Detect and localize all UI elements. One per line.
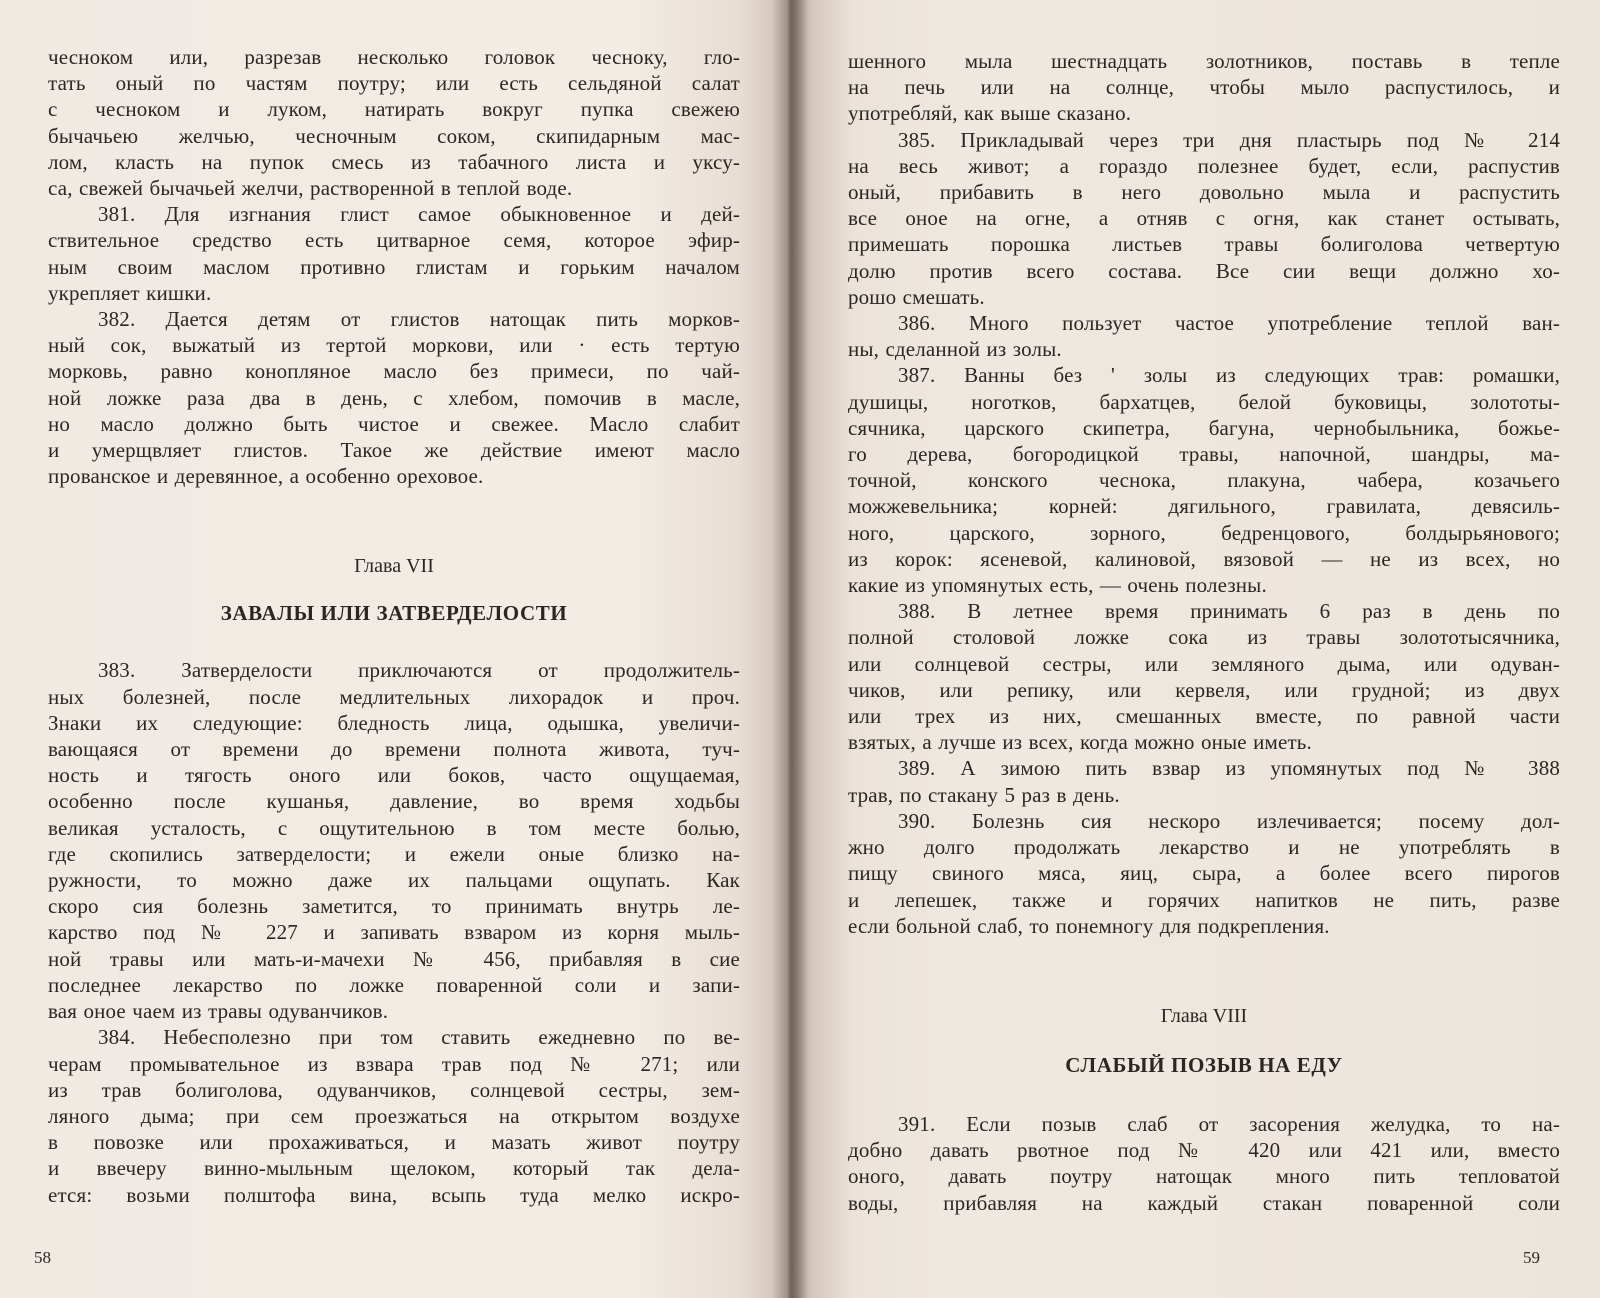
paragraph-389 bbox=[848, 755, 1560, 807]
text-line: са, свежей бычачьей желчи, растворенной в теплой воде. bbox=[48, 176, 573, 201]
paragraph-continuation bbox=[848, 48, 1560, 127]
left-text-column bbox=[48, 44, 740, 1208]
text-line: можжевельника; корней: дягильного, гравилата, девясиль- bbox=[848, 494, 1560, 519]
text-line: душицы, ноготков, бархатцев, белой буковицы, золототы- bbox=[848, 389, 1560, 414]
chapter-label: Глава VIII bbox=[1160, 1004, 1248, 1027]
text-line: 386. Много пользует частое употребление теплой ван- bbox=[898, 311, 1560, 336]
text-line: оного, давать поутру натощак много пить тепловатой bbox=[848, 1164, 1560, 1189]
text-line: или трех из них, смешанных вместе, по равной части bbox=[848, 704, 1560, 729]
text-line: долю против всего состава. Все сии вещи должно хо- bbox=[848, 258, 1560, 283]
text-line: и лепешек, также и горячих напитков не пить, разве bbox=[848, 887, 1560, 912]
paragraph-388 bbox=[848, 598, 1560, 755]
left-page bbox=[0, 0, 788, 1298]
text-line: 383. Затверделости приключаются от продолжитель- bbox=[98, 658, 740, 683]
text-line: ных болезней, после медлительных лихорадок и проч. bbox=[48, 684, 740, 709]
paragraph-387 bbox=[848, 362, 1560, 598]
paragraph-391 bbox=[848, 1111, 1560, 1216]
text-line: добно давать рвотное под № 420 или 421 или, вместо bbox=[848, 1138, 1560, 1163]
text-line: 384. Небесполезно при том ставить ежедневно по ве- bbox=[98, 1025, 740, 1050]
chapter-heading: ЗАВАЛЫ ИЛИ ЗАТВЕРДЕЛОСТИ bbox=[220, 601, 568, 626]
text-line: жно долго продолжать лекарство и не употреблять в bbox=[848, 835, 1560, 860]
text-line: вая оное чаем из травы одуванчиков. bbox=[48, 999, 389, 1024]
text-line: 382. Дается детям от глистов натощак пить морков- bbox=[98, 307, 740, 332]
text-line: лом, класть на пупок смесь из табачного листа и уксу- bbox=[48, 149, 740, 174]
paragraph-386 bbox=[848, 310, 1560, 362]
text-line: ны, сделанной из золы. bbox=[848, 337, 1062, 362]
text-line: морковь, равно конопляное масло без примеси, по чай- bbox=[48, 359, 740, 384]
text-line: го дерева, богородицкой травы, напочной, шандры, ма- bbox=[848, 442, 1560, 467]
text-line: в повозке или прохаживаться, и мазать живот поутру bbox=[48, 1130, 740, 1155]
text-line: черам промывательное из взвара трав под № 271; или bbox=[48, 1051, 740, 1076]
text-line: ружности, то можно даже их пальцами ощупать. Как bbox=[48, 868, 740, 893]
text-line: шенного мыла шестнадцать золотников, поставь в тепле bbox=[848, 49, 1560, 73]
paragraph-382 bbox=[48, 306, 740, 489]
text-line: вающаяся от времени до времени полнота живота, туч- bbox=[48, 737, 740, 762]
page-number: 58 bbox=[34, 1248, 51, 1267]
right-page bbox=[788, 0, 1600, 1298]
text-line: с чесноком и луком, натирать вокруг пупка свежею bbox=[48, 97, 740, 122]
text-line: на печь или на солнце, чтобы мыло распустилось, и bbox=[848, 75, 1560, 100]
page-number: 59 bbox=[1523, 1248, 1540, 1267]
chapter-label: Глава VII bbox=[354, 555, 434, 578]
text-line: последнее лекарство по ложке поваренной соли и запи- bbox=[48, 972, 740, 997]
text-line: рошо смешать. bbox=[848, 284, 985, 309]
text-line: чесноком или, разрезав несколько головок чесноку, гло- bbox=[48, 45, 740, 69]
paragraph-continuation bbox=[48, 44, 740, 201]
text-line: 387. Ванны без ' золы из следующих трав: ромашки, bbox=[898, 363, 1560, 388]
text-line: трав, по стакану 5 раз в день. bbox=[848, 782, 1120, 807]
paragraph-384 bbox=[48, 1024, 740, 1207]
text-line: все оное на огне, а отняв с огня, как станет остывать, bbox=[848, 206, 1560, 231]
text-line: карство под № 227 и запивать взваром из корня мыль- bbox=[48, 920, 740, 945]
text-line: но масло должно быть чистое и свежее. Масло слабит bbox=[48, 411, 740, 436]
text-line: из трав болиголова, одуванчиков, солнцевой сестры, зем- bbox=[48, 1077, 740, 1102]
text-line: оный, прибавить в него довольно мыла и распустить bbox=[848, 180, 1560, 205]
text-line: ной травы или мать-и-мачехи № 456, прибавляя в сие bbox=[48, 946, 740, 971]
book-gutter-shadow bbox=[772, 0, 808, 1298]
text-line: ный сок, выжатый из тертой моркови, или · есть тертую bbox=[48, 333, 740, 358]
text-line: прованское и деревянное, а особенно ореховое. bbox=[48, 464, 484, 489]
text-line: и ввечеру винно-мыльным щелоком, который так дела- bbox=[48, 1156, 740, 1181]
paragraph-390 bbox=[848, 808, 1560, 939]
text-line: где скопились затверделости; и ежели оные близко на- bbox=[48, 841, 740, 866]
text-line: ного, царского, зорного, бедренцового, болдырьянового; bbox=[848, 520, 1560, 545]
paragraph-381 bbox=[48, 201, 740, 306]
text-line: чиков, или репику, или кервеля, или грудной; из двух bbox=[848, 677, 1560, 702]
text-line: на весь живот; а гораздо полезнее будет, если, распустив bbox=[848, 153, 1560, 178]
text-line: употребляй, как выше сказано. bbox=[848, 101, 1132, 126]
text-line: 385. Прикладывай через три дня пластырь под № 214 bbox=[898, 127, 1560, 152]
chapter-heading: СЛАБЫЙ ПОЗЫВ НА ЕДУ bbox=[1065, 1052, 1343, 1077]
text-line: особенно после кушанья, давление, во время ходьбы bbox=[48, 789, 740, 814]
text-line: ность и тягость оного или боков, часто ощущаемая, bbox=[48, 763, 740, 788]
text-line: 389. А зимою пить взвар из упомянутых под № 388 bbox=[898, 756, 1560, 781]
text-line: полной столовой ложке сока из травы золототысячника, bbox=[848, 625, 1560, 650]
text-line: и умерщвляет глистов. Такое же действие имеют масло bbox=[48, 438, 740, 463]
text-line: если больной слаб, то понемногу для подкрепления. bbox=[848, 913, 1330, 938]
text-line: 381. Для изгнания глист самое обыкновенное и дей- bbox=[98, 202, 740, 227]
text-line: из корок: ясеневой, калиновой, вязовой — не из всех, но bbox=[848, 546, 1560, 571]
text-line: или солнцевой сестры, или земляного дыма, или одуван- bbox=[848, 651, 1560, 676]
paragraph-385 bbox=[848, 127, 1560, 310]
text-line: бычачьею желчью, чесночным соком, скипидарным мас- bbox=[48, 123, 740, 148]
text-line: ствительное средство есть цитварное семя, которое эфир- bbox=[48, 228, 740, 253]
text-line: примешать порошка листьев травы болиголова четвертую bbox=[848, 232, 1560, 257]
text-line: великая усталость, с ощутительною в том месте болью, bbox=[48, 815, 740, 840]
text-line: точной, конского чеснока, плакуна, чабера, козачьего bbox=[848, 468, 1560, 493]
text-line: 390. Болезнь сия нескоро излечивается; посему дол- bbox=[898, 808, 1560, 833]
text-line: ной ложке раза два в день, с хлебом, помочив в масле, bbox=[48, 385, 740, 410]
text-line: сячника, царского скипетра, багуна, чернобыльника, божье- bbox=[848, 415, 1560, 440]
text-line: пищу свиного мяса, яиц, сыра, а более всего пирогов bbox=[848, 861, 1560, 886]
text-line: скоро сия болезнь заметится, то принимать внутрь ле- bbox=[48, 894, 740, 919]
text-line: ляного дыма; при сем проезжаться на открытом воздухе bbox=[48, 1103, 740, 1128]
text-line: 388. В летнее время принимать 6 раз в день по bbox=[898, 599, 1560, 624]
text-line: тать оный по частям поутру; или есть сельдяной салат bbox=[48, 71, 740, 96]
paragraph-383 bbox=[48, 657, 740, 1024]
text-line: взятых, а лучше из всех, когда можно оные иметь. bbox=[848, 730, 1312, 755]
text-line: ным своим маслом противно глистам и горьким началом bbox=[48, 254, 740, 279]
text-line: укрепляет кишки. bbox=[48, 280, 212, 305]
text-line: ется: возьми полштофа вина, всыпь туда мелко искро- bbox=[48, 1182, 740, 1207]
text-line: воды, прибавляя на каждый стакан поваренной соли bbox=[848, 1190, 1560, 1215]
right-text-column bbox=[848, 48, 1560, 1216]
text-line: 391. Если позыв слаб от засорения желудка, то на- bbox=[898, 1111, 1560, 1136]
text-line: Знаки их следующие: бледность лица, одышка, увеличи- bbox=[48, 710, 740, 735]
text-line: какие из упомянутых есть, — очень полезны. bbox=[848, 573, 1267, 598]
